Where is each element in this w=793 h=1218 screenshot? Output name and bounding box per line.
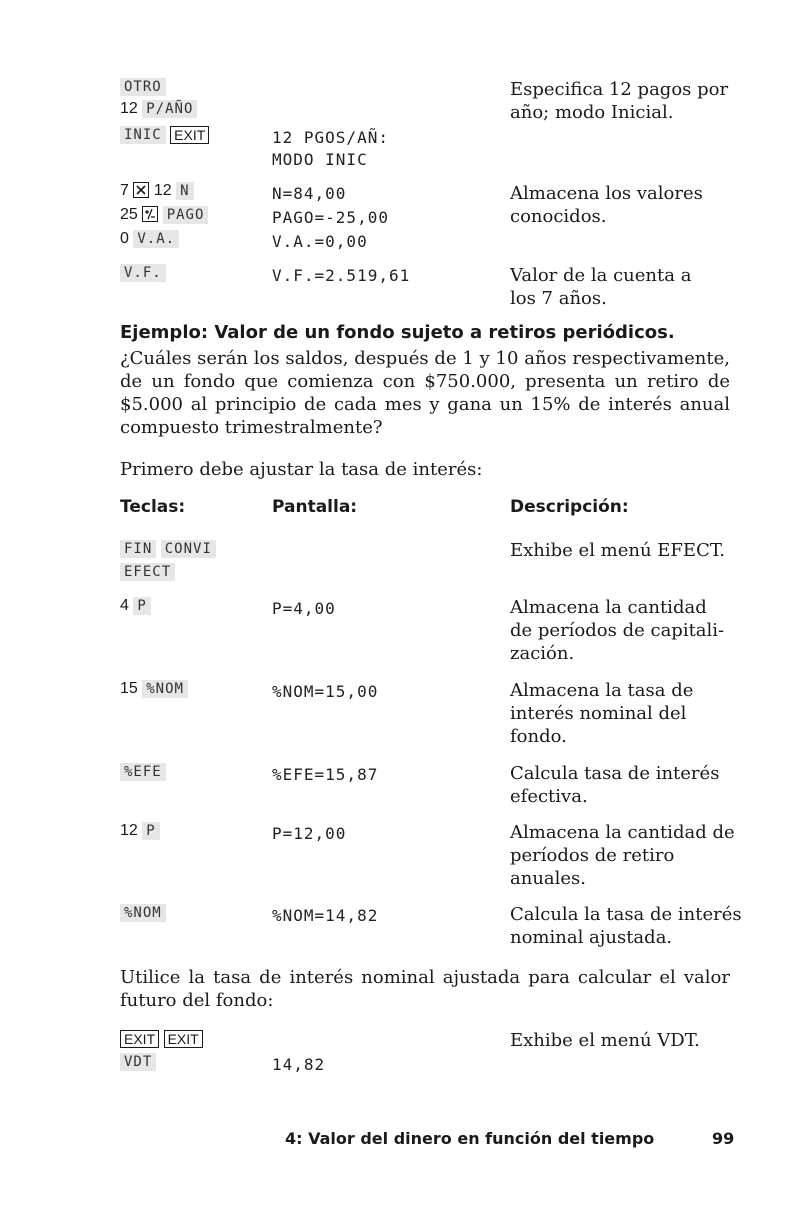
menu-key-convi: CONVI <box>161 540 216 558</box>
menu-key-p-ano: P/AÑO <box>142 100 197 118</box>
desc-retiro-1: Almacena la cantidad de <box>510 822 735 843</box>
key-row-fin-convi <box>120 540 216 558</box>
footer-page-number: 99 <box>712 1129 735 1148</box>
key-row-inic <box>120 126 209 144</box>
desc-efectiva-1: Calcula tasa de interés <box>510 763 720 784</box>
desc-almacena-valores-2: conocidos. <box>510 206 607 227</box>
example-title: Ejemplo: Valor de un fondo sujeto a retiros periódicos. <box>120 322 675 343</box>
key-row-pago <box>120 206 208 224</box>
desc-especifica-2: año; modo Inicial. <box>510 102 674 123</box>
display-1482: 14,82 <box>272 1055 326 1074</box>
key-row-4-p <box>120 597 151 615</box>
display-nom-1482: %NOM=14,82 <box>272 906 379 925</box>
column-header-keys: Teclas: <box>120 497 186 517</box>
display-pgos: 12 PGOS/AÑ: <box>272 128 389 147</box>
desc-periodos-1: Almacena la cantidad <box>510 597 707 618</box>
display-p-12: P=12,00 <box>272 824 347 843</box>
desc-retiro-3: anuales. <box>510 868 587 889</box>
key-row-15-nom <box>120 680 188 698</box>
change-sign-key-icon <box>142 206 158 222</box>
display-n: N=84,00 <box>272 184 347 203</box>
menu-key-inic: INIC <box>120 126 166 144</box>
desc-tasa-nominal-2: interés nominal del <box>510 703 687 724</box>
display-vf: V.F.=2.519,61 <box>272 266 411 285</box>
menu-key-efe: %EFE <box>120 763 166 781</box>
key-row-vdt <box>120 1053 156 1071</box>
desc-exhibe-vdt: Exhibe el menú VDT. <box>510 1030 700 1051</box>
display-va: V.A.=0,00 <box>272 232 368 251</box>
menu-key-otro: OTRO <box>120 78 166 96</box>
display-nom-15: %NOM=15,00 <box>272 682 379 701</box>
desc-ajustada-1: Calcula la tasa de interés <box>510 904 742 925</box>
example-question: ¿Cuáles serán los saldos, después de 1 y 10 años respectivamente, de un fondo que comienza con $750.000, presenta un retiro de $5.000 al principio de cada mes y gana un 15% de interés anual compuesto trimestralmente? <box>120 348 730 438</box>
key-row-otro <box>120 78 166 96</box>
menu-key-p: P <box>133 597 150 615</box>
desc-ajustada-2: nominal ajustada. <box>510 927 673 948</box>
menu-key-nom-2: %NOM <box>120 904 166 922</box>
display-modo-inic: MODO INIC <box>272 150 368 169</box>
footer-chapter: 4: Valor del dinero en función del tiempo <box>285 1129 655 1148</box>
desc-efectiva-2: efectiva. <box>510 786 588 807</box>
display-efe: %EFE=15,87 <box>272 765 379 784</box>
digit-12: 12 <box>120 100 138 118</box>
digit-4: 4 <box>120 597 129 615</box>
digit-25: 25 <box>120 206 138 224</box>
key-row-12-p <box>120 822 160 840</box>
digit-0: 0 <box>120 230 129 248</box>
desc-periodos-3: zación. <box>510 643 575 664</box>
menu-key-vdt: VDT <box>120 1053 156 1071</box>
display-pago: PAGO=-25,00 <box>272 208 389 227</box>
menu-key-efect: EFECT <box>120 563 175 581</box>
key-row-vf <box>120 264 166 282</box>
exit-key-2: EXIT <box>164 1030 203 1048</box>
desc-valor-cuenta-2: los 7 años. <box>510 288 607 309</box>
menu-key-n: N <box>176 182 193 200</box>
key-row-va <box>120 230 179 248</box>
digit-7: 7 <box>120 182 129 200</box>
desc-especifica-1: Especifica 12 pagos por <box>510 79 729 100</box>
menu-key-p-2: P <box>142 822 159 840</box>
column-header-display: Pantalla: <box>272 497 358 517</box>
digit-12c: 12 <box>120 822 138 840</box>
menu-key-fin: FIN <box>120 540 156 558</box>
digit-12b: 12 <box>153 182 172 200</box>
desc-retiro-2: períodos de retiro <box>510 845 675 866</box>
key-row-efe <box>120 763 166 781</box>
example-intro: Primero debe ajustar la tasa de interés: <box>120 459 483 480</box>
key-row-n <box>120 182 194 200</box>
desc-valor-cuenta-1: Valor de la cuenta a <box>510 265 692 286</box>
menu-key-va: V.A. <box>133 230 179 248</box>
after-paragraph: Utilice la tasa de interés nominal ajustada para calcular el valor futuro del fondo: <box>120 967 730 1011</box>
desc-tasa-nominal-1: Almacena la tasa de <box>510 680 694 701</box>
display-p-4: P=4,00 <box>272 599 336 618</box>
exit-key: EXIT <box>170 126 209 144</box>
exit-key-1: EXIT <box>120 1030 159 1048</box>
menu-key-pago: PAGO <box>163 206 209 224</box>
digit-15: 15 <box>120 680 138 698</box>
desc-tasa-nominal-3: fondo. <box>510 726 567 747</box>
menu-key-nom: %NOM <box>142 680 188 698</box>
key-row-efect <box>120 563 175 581</box>
multiply-key-icon <box>133 182 149 198</box>
desc-almacena-valores-1: Almacena los valores <box>510 183 703 204</box>
key-row-exit-exit <box>120 1030 203 1048</box>
desc-periodos-2: de períodos de capitali- <box>510 620 725 641</box>
menu-key-vf: V.F. <box>120 264 166 282</box>
column-header-desc: Descripción: <box>510 497 629 517</box>
key-row-p-ano <box>120 100 197 118</box>
key-row-nom-2 <box>120 904 166 922</box>
desc-exhibe-efect: Exhibe el menú EFECT. <box>510 540 725 561</box>
